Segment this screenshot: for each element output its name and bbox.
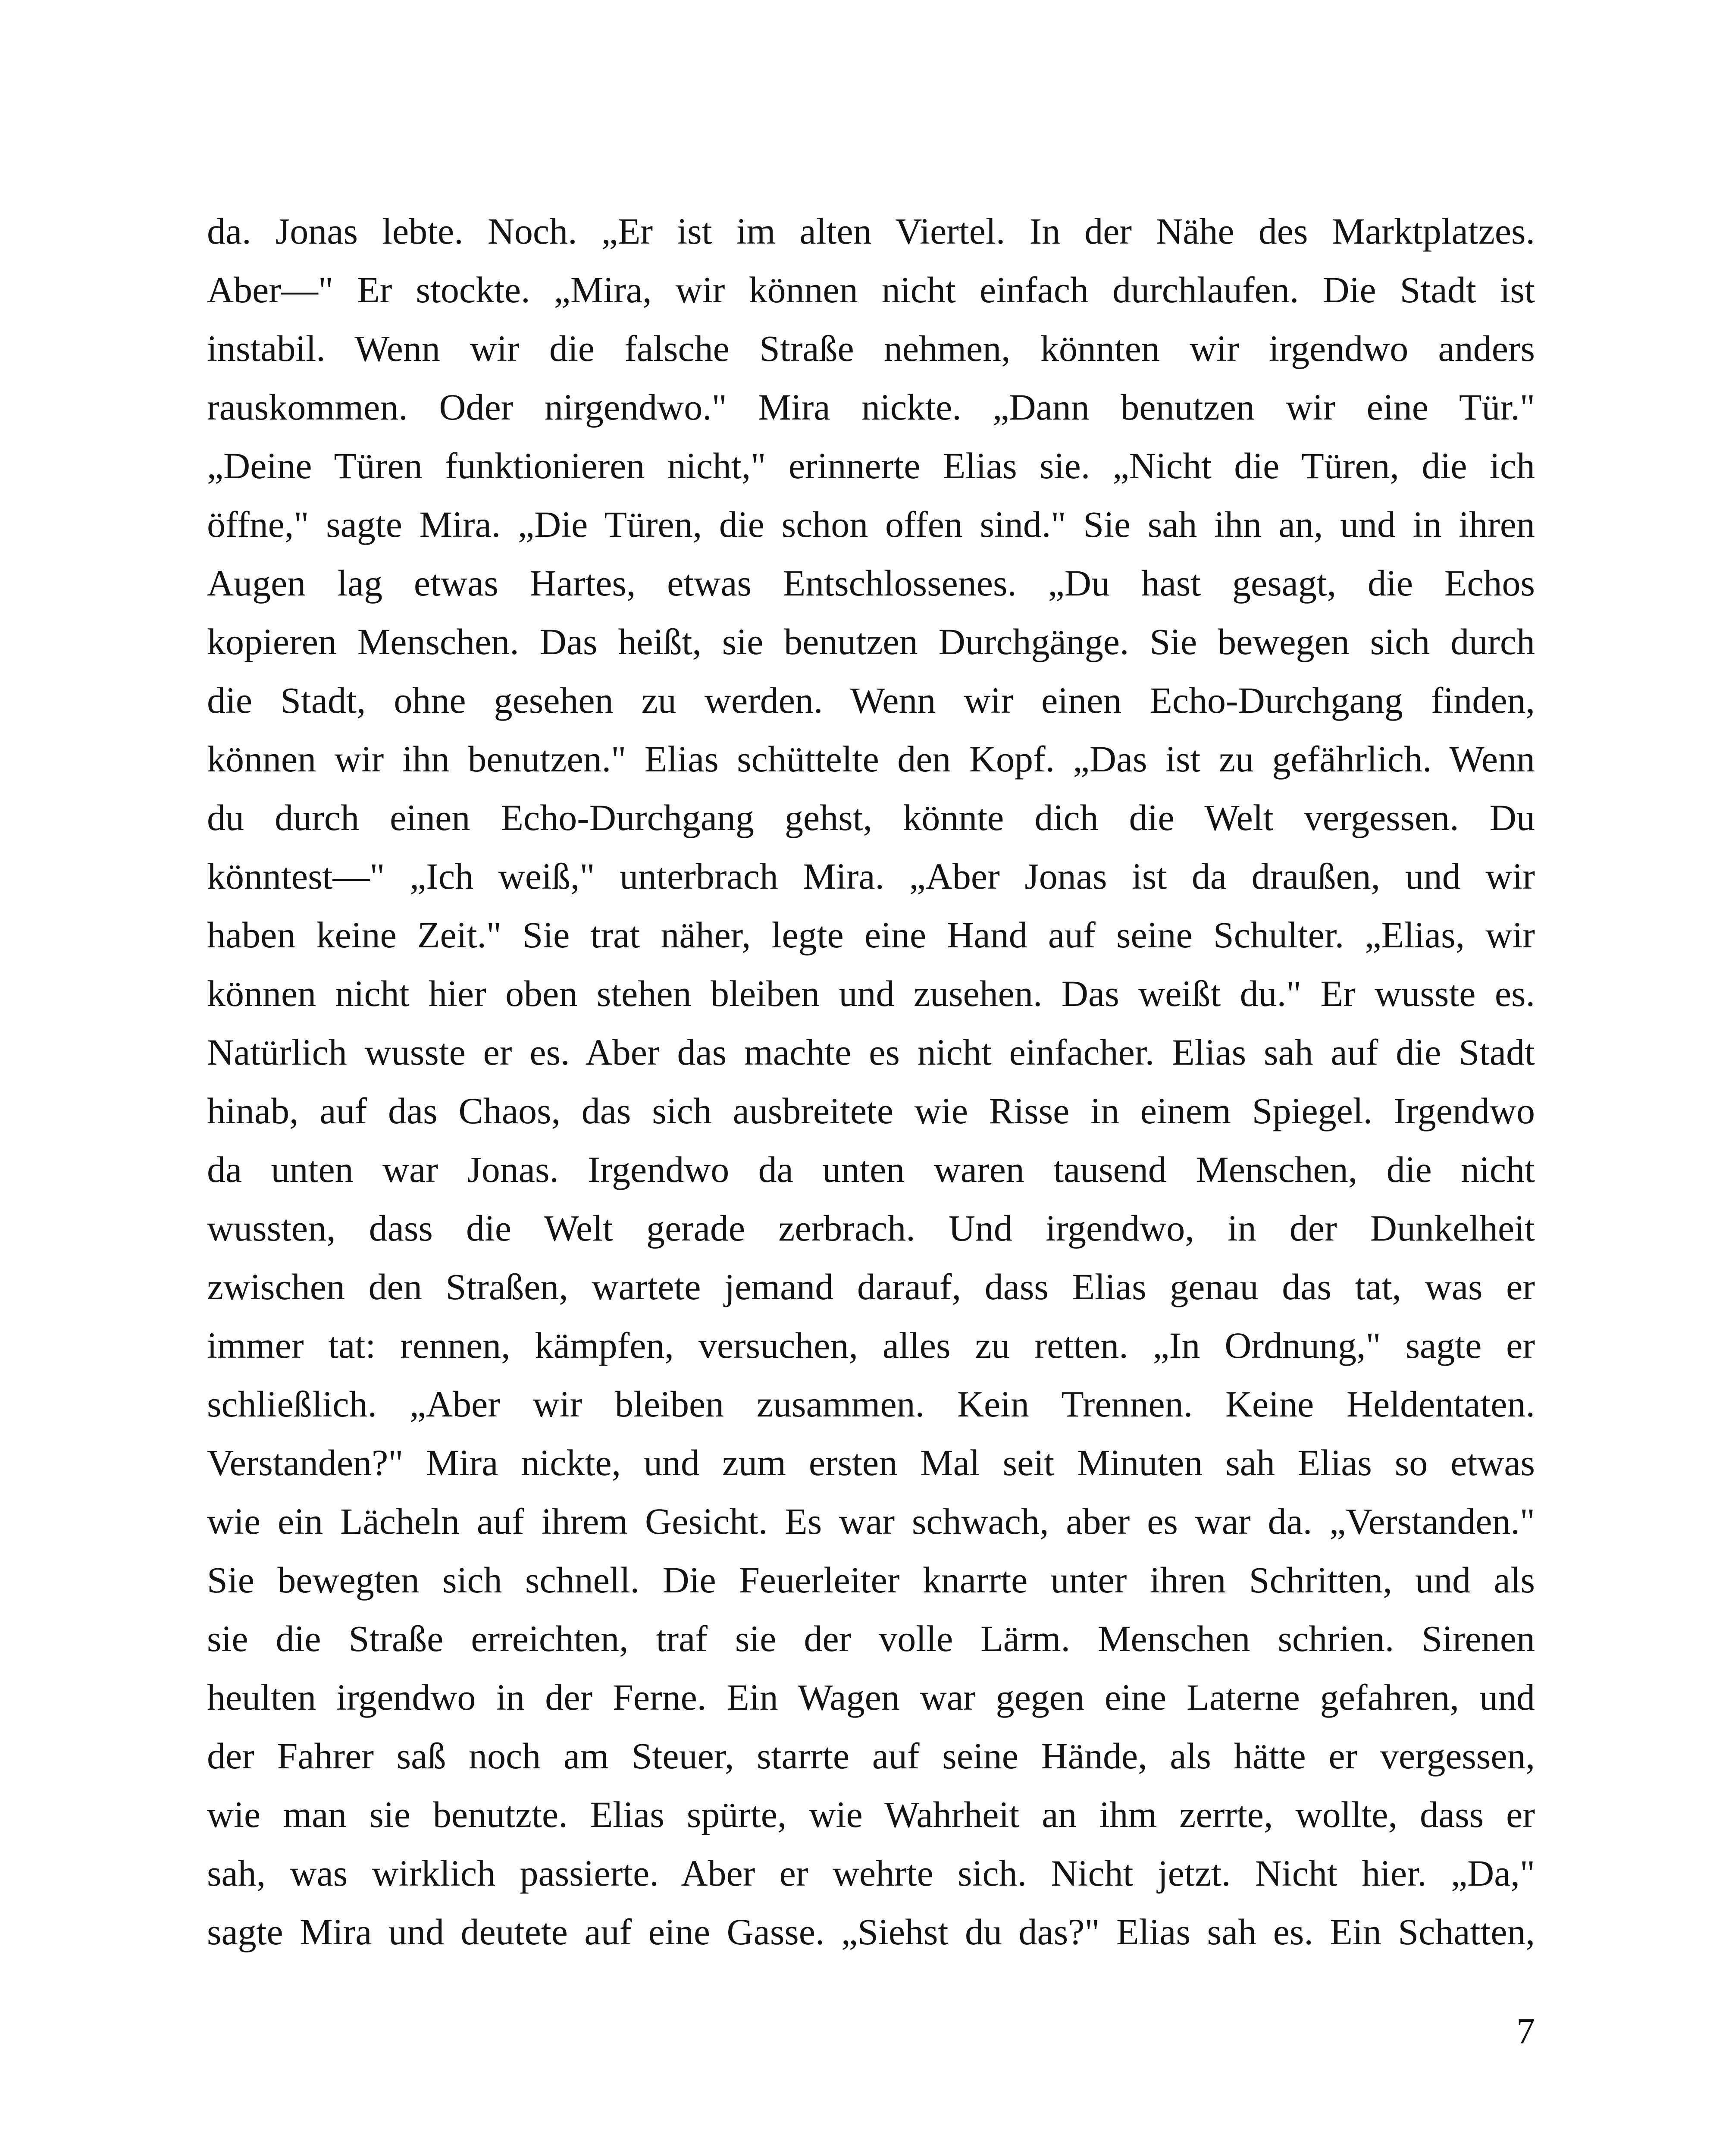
text-line: Sie bewegten sich schnell. Die Feuerleiter knarrte unter ihren Schritten, und als [207,1559,1535,1601]
text-line: sagte Mira und deutete auf eine Gasse. „Siehst du das?" Elias sah es. Ein Schatten, [207,1911,1535,1952]
text-line: können nicht hier oben stehen bleiben und zusehen. Das weißt du." Er wusste es. [207,973,1535,1014]
text-line: „Deine Türen funktionieren nicht," erinnerte Elias sie. „Nicht die Türen, die ich [207,445,1535,486]
text-line: könntest—" „Ich weiß," unterbrach Mira. „Aber Jonas ist da draußen, und wir [207,856,1535,897]
text-line: immer tat: rennen, kämpfen, versuchen, alles zu retten. „In Ordnung," sagte er [207,1325,1535,1366]
text-line: Verstanden?" Mira nickte, und zum ersten Mal seit Minuten sah Elias so etwas [207,1442,1535,1483]
text-line: öffne," sagte Mira. „Die Türen, die schon offen sind." Sie sah ihn an, und in ihren [207,504,1535,545]
text-line: schließlich. „Aber wir bleiben zusammen. Kein Trennen. Keine Heldentaten. [207,1383,1535,1425]
text-line: der Fahrer saß noch am Steuer, starrte auf seine Hände, als hätte er vergessen, [207,1735,1535,1777]
text-line: wie man sie benutzte. Elias spürte, wie Wahrheit an ihm zerrte, wollte, dass er [207,1794,1535,1835]
text-line: die Stadt, ohne gesehen zu werden. Wenn wir einen Echo-Durchgang finden, [207,680,1535,721]
text-line: heulten irgendwo in der Ferne. Ein Wagen war gegen eine Laterne gefahren, und [207,1677,1535,1718]
text-line: haben keine Zeit." Sie trat näher, legte eine Hand auf seine Schulter. „Elias, wir [207,914,1535,956]
text-line: zwischen den Straßen, wartete jemand darauf, dass Elias genau das tat, was er [207,1266,1535,1307]
text-line: Natürlich wusste er es. Aber das machte es nicht einfacher. Elias sah auf die Stadt [207,1031,1535,1073]
text-line: instabil. Wenn wir die falsche Straße nehmen, könnten wir irgendwo anders [207,328,1535,369]
text-line: Aber—" Er stockte. „Mira, wir können nicht einfach durchlaufen. Die Stadt ist [207,269,1535,310]
text-line: sie die Straße erreichten, traf sie der volle Lärm. Menschen schrien. Sirenen [207,1618,1535,1659]
text-line: Augen lag etwas Hartes, etwas Entschlossenes. „Du hast gesagt, die Echos [207,562,1535,604]
text-line: da unten war Jonas. Irgendwo da unten waren tausend Menschen, die nicht [207,1149,1535,1190]
text-line: wussten, dass die Welt gerade zerbrach. Und irgendwo, in der Dunkelheit [207,1207,1535,1249]
text-line: wie ein Lächeln auf ihrem Gesicht. Es war schwach, aber es war da. „Verstanden." [207,1501,1535,1542]
text-line: hinab, auf das Chaos, das sich ausbreitete wie Risse in einem Spiegel. Irgendwo [207,1090,1535,1131]
text-line: kopieren Menschen. Das heißt, sie benutzen Durchgänge. Sie bewegen sich durch [207,621,1535,662]
text-line: da. Jonas lebte. Noch. „Er ist im alten Viertel. In der Nähe des Marktplatzes. [207,210,1535,252]
text-line: können wir ihn benutzen." Elias schüttelte den Kopf. „Das ist zu gefährlich. Wenn [207,738,1535,780]
page-number: 7 [1516,2010,1535,2052]
body-text [207,202,1535,1961]
text-line: du durch einen Echo-Durchgang gehst, könnte dich die Welt vergessen. Du [207,797,1535,838]
text-line: rauskommen. Oder nirgendwo." Mira nickte. „Dann benutzen wir eine Tür." [207,386,1535,428]
text-line: sah, was wirklich passierte. Aber er wehrte sich. Nicht jetzt. Nicht hier. „Da," [207,1852,1535,1894]
